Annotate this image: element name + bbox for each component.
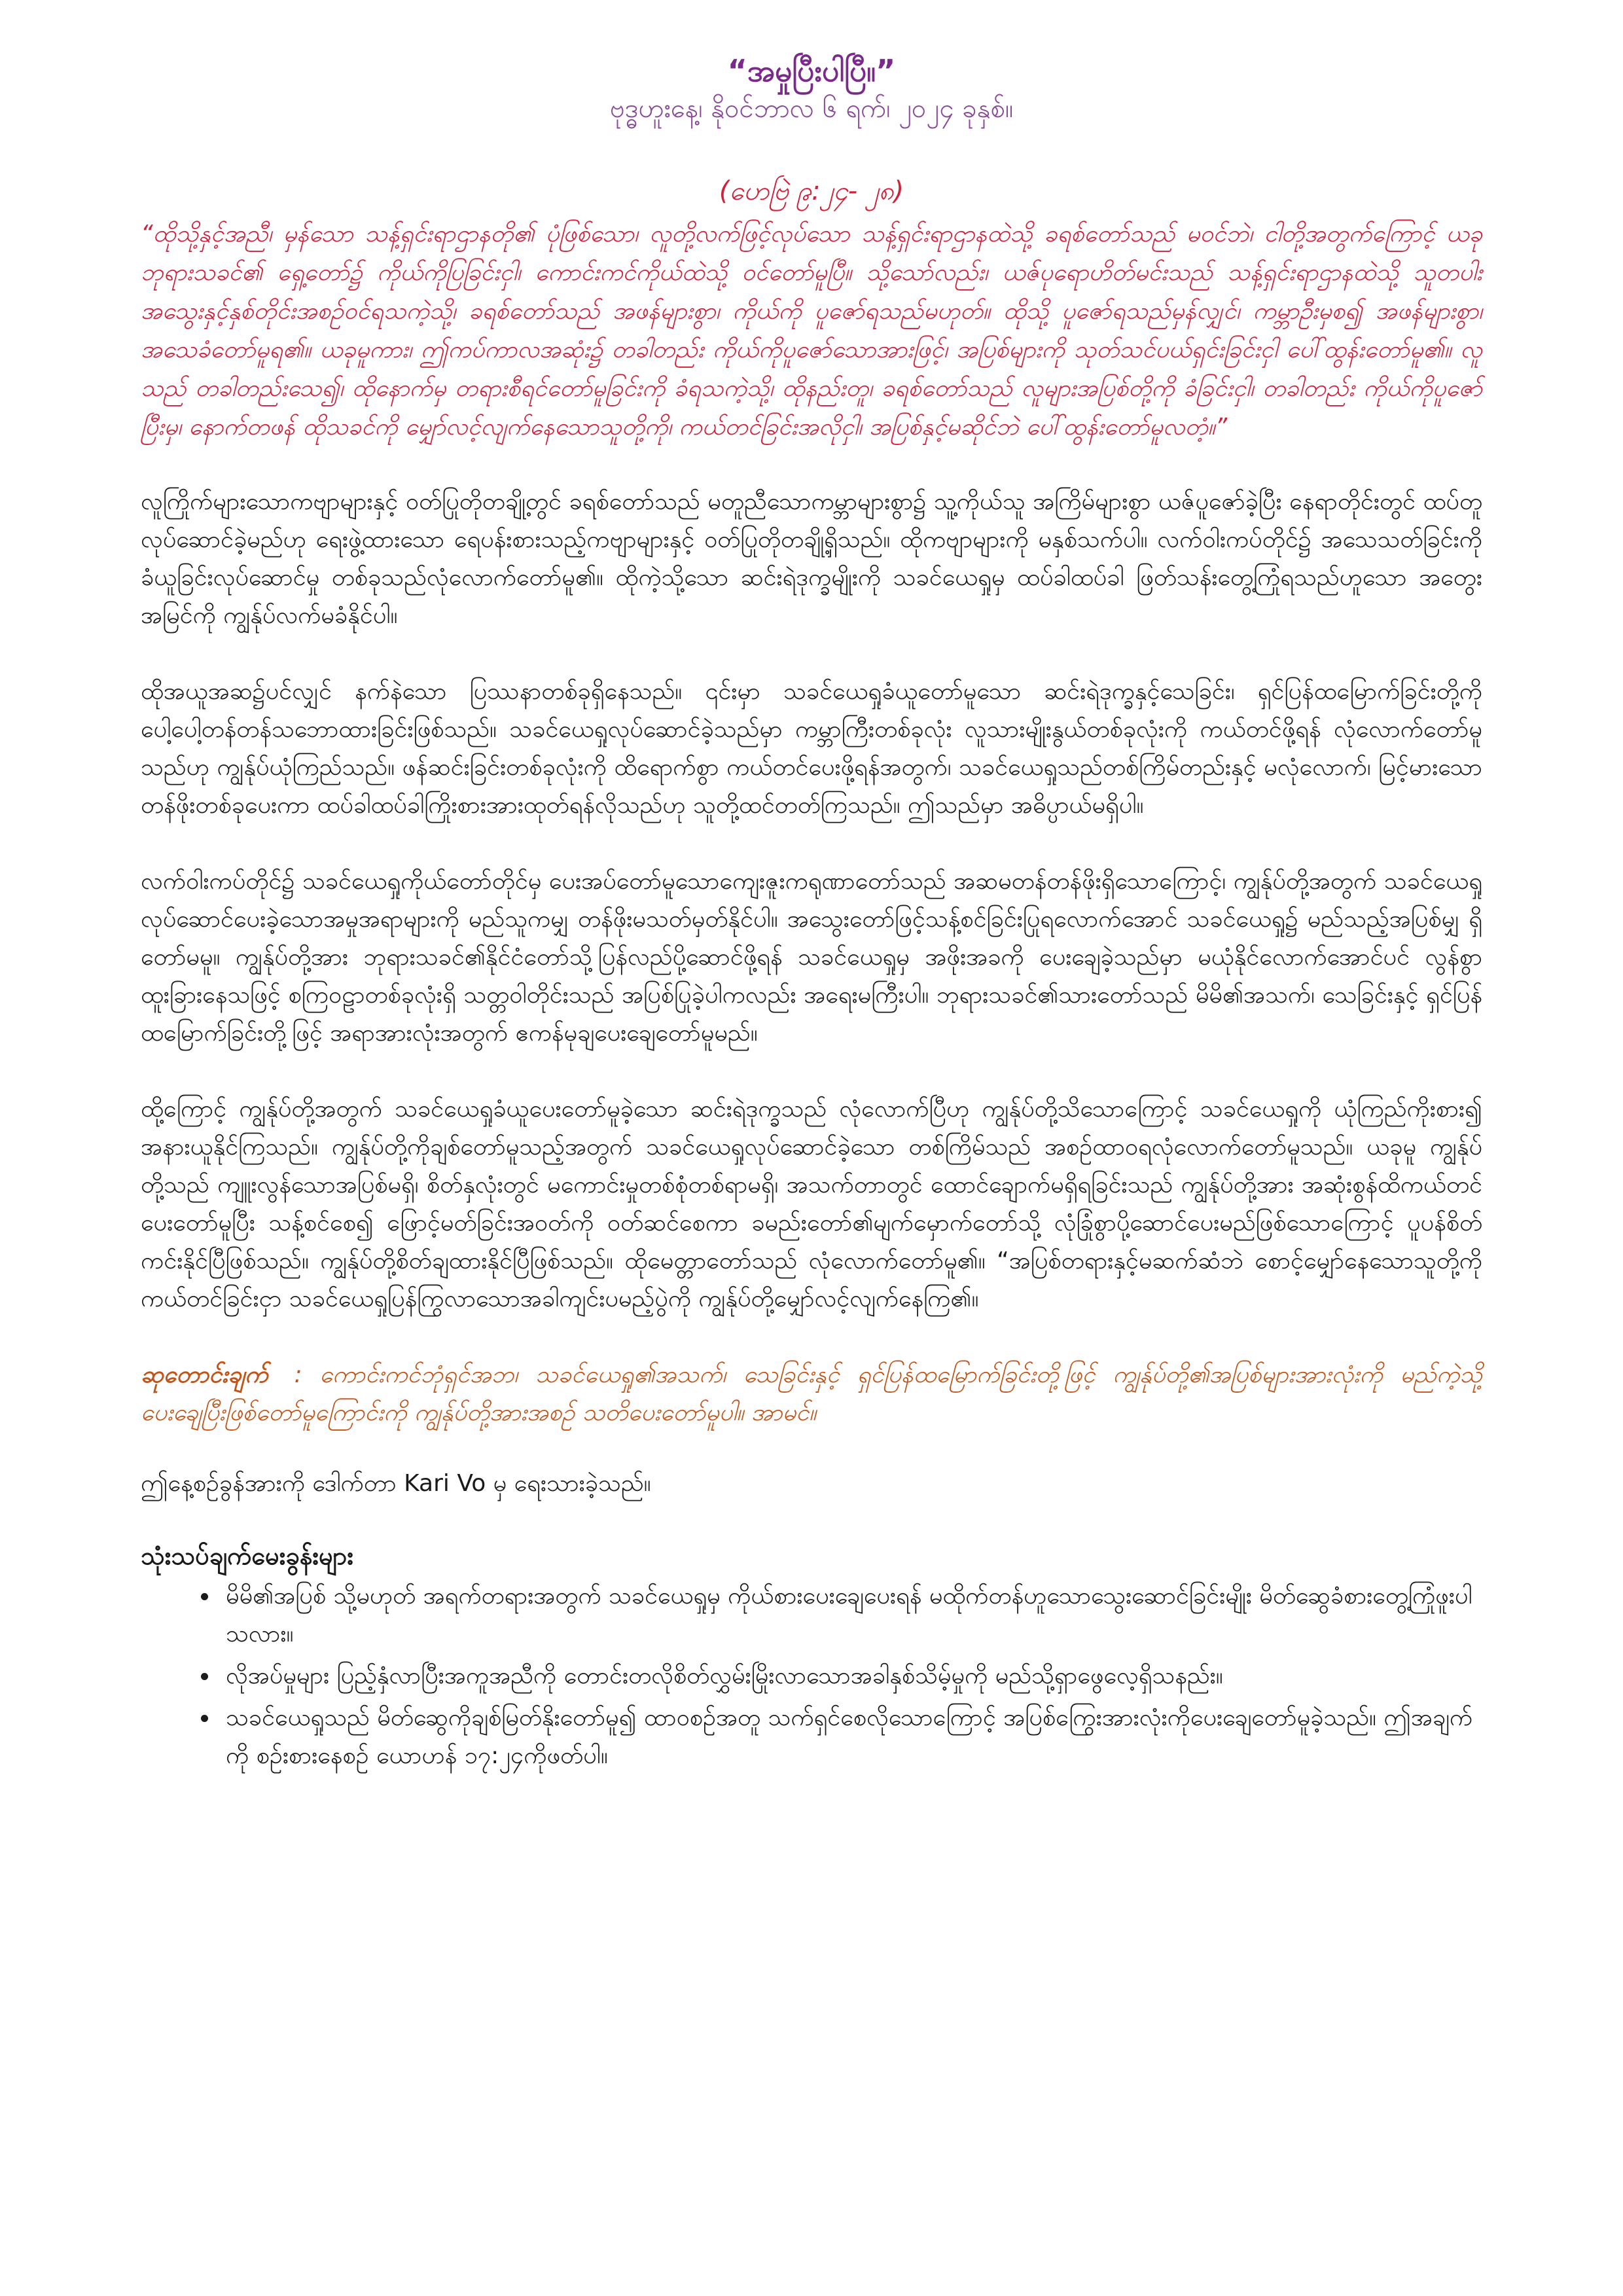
question-item: • သခင်ယေရှုသည် မိတ်ဆွေကိုချစ်မြတ်နိုးတော်မူ၍ ထာဝစဉ်အတူ သက်ရှင်စေလိုသောကြောင့် အပြစ်ကြွေးအားလုံးကိုပေးချေတော်မူခဲ့သည်။ ဤအချက်ကို စဉ်းစားနေစဉ် ယောဟန် ၁၇:၂၄ကိုဖတ်ပါ။ [219, 1699, 1482, 1775]
question-item: • လိုအပ်မှုများ ပြည့်နှံလာပြီးအကူအညီကို တောင်းတလိုစိတ်လွှမ်းမြိုးလာသောအခါနှစ်သိမ့်မှုကို မည်သို့ရှာဖွေလေ့ရှိသနည်း။ [219, 1657, 1482, 1695]
question-item: • မိမိ၏အပြစ် သို့မဟုတ် အရက်တရားအတွက် သခင်ယေရှုမှ ကိုယ်စားပေးချေပေးရန် မထိုက်တန်ဟူသောသွေးဆောင်ခြင်းမျိုး မိတ်ဆွေခံစားတွေ့ကြုံဖူးပါသလား။ [219, 1577, 1482, 1653]
prayer-text: : ကောင်းကင်ဘုံရှင်အဘ၊ သခင်ယေရှု၏အသက်၊ သေခြင်းနှင့် ရှင်ပြန်ထမြောက်ခြင်းတို့ဖြင့် ကျွန်ုပ်တို့၏အပြစ်များအားလုံးကို မည်ကဲ့သို့ပေးချေပြီးဖြစ်တော်မူကြောင်းကို ကျွန်ုပ်တို့အားအစဉ် သတိပေးတော်မူပါ။ အာမင်။ [141, 1361, 1482, 1426]
body-paragraph-3: လက်ဝါးကပ်တိုင်၌ သခင်ယေရှုကိုယ်တော်တိုင်မှ ပေးအပ်တော်မူသောကျေးဇူးကရုဏာတော်သည် အဆမတန်တန်ဖိုးရှိသောကြောင့်၊ ကျွန်ုပ်တို့အတွက် သခင်ယေရှုလုပ်ဆောင်ပေးခဲ့သောအမှုအရာများကို မည်သူကမျှ တန်ဖိုးမသတ်မှတ်နိုင်ပါ။ အသွေးတော်ဖြင့်သန့်စင်ခြင်းပြုရလောက်အောင် သခင်ယေရှု၌ မည်သည့်အပြစ်မျှ ရှိတော်မမူ။ ကျွန်ုပ်တို့အား ဘုရားသခင်၏နိုင်ငံတော်သို့ပြန်လည်ပို့ဆောင်ဖို့ရန် သခင်ယေရှုမှ အဖိုးအခကို ပေးချေခဲ့သည်မှာ မယုံနိုင်လောက်အောင်ပင် လွန်စွာထူးခြားနေသဖြင့် စကြဝဠာတစ်ခုလုံးရှိ သတ္တဝါတိုင်းသည် အပြစ်ပြုခဲ့ပါကလည်း အရေးမကြီးပါ။ ဘုရားသခင်၏သားတော်သည် မိမိ၏အသက်၊ သေခြင်းနှင့် ရှင်ပြန်ထမြောက်ခြင်းတို့ဖြင့် အရာအားလုံးအတွက် ဧကန်မုချပေးချေတော်မူမည်။ [141, 868, 1482, 1047]
prayer-label: ဆုတောင်းချက် [141, 1361, 268, 1388]
questions-list [141, 1577, 1482, 1775]
questions-heading: သုံးသပ်ချက်မေးခွန်းများ [141, 1541, 354, 1570]
scripture-text: “ထိုသို့နှင့်အညီ၊ မှန်သော သန့်ရှင်းရာဌာနတို၏ ပုံဖြစ်သော၊ လူတို့လက်ဖြင့်လုပ်သော သန့်ရှင်းရာဌာနထဲသို့ ခရစ်တော်သည် မဝင်ဘဲ၊ ငါတို့အတွက်ကြောင့် ယခုဘုရားသခင်၏ ရှေ့တော်၌ ကိုယ်ကိုပြခြင်းငှါ၊ ကောင်းကင်ကိုယ်ထဲသို့ ဝင်တော်မူပြီ။ သို့သော်လည်း၊ ယဇ်ပုရောဟိတ်မင်းသည် သန့်ရှင်းရာဌာနထဲသို့ သူတပါးအသွေးနှင့်နှစ်တိုင်းအစဉ်ဝင်ရသကဲ့သို့၊ ခရစ်တော်သည် အဖန်များစွာ၊ ကိုယ်ကို ပူဇော်ရသည်မဟုတ်။ ထိုသို့ ပူဇော်ရသည်မှန်လျှင်၊ ကမ္ဘာဦးမှစ၍ အဖန်များစွာ၊ အသေခံတော်မူရ၏။ ယခုမူကား၊ ဤကပ်ကာလအဆုံး၌ တခါတည်း ကိုယ်ကိုပူဇော်သောအားဖြင့်၊ အပြစ်များကို သုတ်သင်ပယ်ရှင်းခြင်းငှါ ပေါ်ထွန်းတော်မူ၏။ လူသည် တခါတည်းသေ၍၊ ထိုနောက်မှ တရားစီရင်တော်မူခြင်းကို ခံရသကဲ့သို့၊ ထိုနည်းတူ၊ ခရစ်တော်သည် လူများအပြစ်တို့ကို ခံခြင်းငှါ၊ တခါတည်း ကိုယ်ကိုပူဇော်ပြီးမှ၊ နောက်တဖန် ထိုသခင်ကို မျှော်လင့်လျက်နေသောသူတို့ကို၊ ကယ်တင်ခြင်းအလိုငှါ၊ အပြစ်နှင့်မဆိုင်ဘဲ ပေါ်ထွန်းတော်မူလတံ့။” [141, 221, 1482, 440]
body-paragraph-4: ထို့ကြောင့် ကျွန်ုပ်တို့အတွက် သခင်ယေရှုခံယူပေးတော်မူခဲ့သော ဆင်းရဲဒုက္ခသည် လုံလောက်ပြီဟု ကျွန်ုပ်တို့သိသောကြောင့် သခင်ယေရှုကို ယုံကြည်ကိုးစား၍ အနားယူနိုင်ကြသည်။ ကျွန်ုပ်တို့ကိုချစ်တော်မူသည့်အတွက် သခင်ယေရှုလုပ်ဆောင်ခဲ့သော တစ်ကြိမ်သည် အစဉ်ထာဝရလုံလောက်တော်မူသည်။ ယခုမူ ကျွန်ုပ်တို့သည် ကျူးလွန်သောအပြစ်မရှိ၊ စိတ်နှလုံးတွင် မကောင်းမှုတစ်စုံတစ်ရာမရှိ၊ အသက်တာတွင် ထောင်ချောက်မရှိရခြင်းသည် ကျွန်ုပ်တို့အား အဆုံးစွန်ထိကယ်တင်ပေးတော်မူပြီး သန့်စင်စေ၍ ဖြောင့်မတ်ခြင်းအဝတ်ကို ဝတ်ဆင်စေကာ ခမည်းတော်၏မျက်မှောက်တော်သို့ လုံခြုံစွာပို့ဆောင်ပေးမည်ဖြစ်သောကြောင့် ပူပန်စိတ်ကင်းနိုင်ပြီဖြစ်သည်။ ကျွန်ုပ်တို့စိတ်ချထားနိုင်ပြီဖြစ်သည်။ ထိုမေတ္တာတော်သည် လုံလောက်တော်မူ၏။ “အပြစ်တရားနှင့်မဆက်ဆံဘဲ စောင့်မျှော်နေသောသူတို့ကို ကယ်တင်ခြင်းငှာ သခင်ယေရှုပြန်ကြွလာသောအခါကျင်းပမည့်ပွဲကို ကျွန်ုပ်တို့မျှော်လင့်လျက်နေကြ၏။ [141, 1096, 1482, 1312]
date-line: ဗုဒ္ဓဟူးနေ့၊ နိုဝင်ဘာလ ၆ ရက်၊ ၂၀၂၄ ခုနှစ်။ [609, 94, 1014, 124]
author-note: ဤနေ့စဉ်ခွန်အားကို ဒေါက်တာ Kari Vo မှ ရေးသားခဲ့သည်။ [141, 1470, 651, 1497]
body-paragraph-1: လူကြိုက်များသောကဗျာများနှင့် ဝတ်ပြုတိုတချို့တွင် ခရစ်တော်သည် မတူညီသောကမ္ဘာများစွာ၌ သူ့ကိုယ်သူ အကြိမ်များစွာ ယဇ်ပူဇော်ခဲ့ပြီး နေရာတိုင်းတွင် ထပ်တူလုပ်ဆောင်ခဲ့မည်ဟု ရေးဖွဲ့ထားသော ရေပန်းစားသည့်ကဗျာများနှင့် ဝတ်ပြုတိုတချို့ရှိသည်။ ထိုကဗျာများကို မနှစ်သက်ပါ။ လက်ဝါးကပ်တိုင်၌ အသေသတ်ခြင်းကိုခံယူခြင်းလုပ်ဆောင်မှု တစ်ခုသည်လုံလောက်တော်မူ၏။ ထိုကဲ့သို့သော ဆင်းရဲဒုက္ခမျိုးကို သခင်ယေရှုမှ ထပ်ခါထပ်ခါ ဖြတ်သန်းတွေ့ကြုံရသည်ဟူသော အတွေးအမြင်ကို ကျွန်ုပ်လက်မခံနိုင်ပါ။ [141, 488, 1482, 629]
scripture-reference: (ဟေဗြဲ ၉:၂၄- ၂၈) [719, 176, 904, 206]
page-title: “အမှုပြီးပါပြီ။” [727, 53, 896, 88]
prayer-block [141, 1356, 1482, 1432]
body-paragraph-2: ထိုအယူအဆ၌ပင်လျှင် နက်နဲသော ပြဿနာတစ်ခုရှိနေသည်။ ၎င်းမှာ သခင်ယေရှုခံယူတော်မူသော ဆင်းရဲဒုက္ခနှင့်သေခြင်း၊ ရှင်ပြန်ထမြောက်ခြင်းတို့ကို ပေါ့ပေါ့တန်တန်သဘောထားခြင်းဖြစ်သည်။ သခင်ယေရှုလုပ်ဆောင်ခဲ့သည်မှာ ကမ္ဘာကြီးတစ်ခုလုံး လူသားမျိုးနွယ်တစ်ခုလုံးကို ကယ်တင်ဖို့ရန် လုံလောက်တော်မူသည်ဟု ကျွန်ုပ်ယုံကြည်သည်။ ဖန်ဆင်းခြင်းတစ်ခုလုံးကို ထိရောက်စွာ ကယ်တင်ပေးဖို့ရန်အတွက်၊ သခင်ယေရှုသည်တစ်ကြိမ်တည်းနှင့် မလုံလောက်၊ မြင့်မားသောတန်ဖိုးတစ်ခုပေးကာ ထပ်ခါထပ်ခါကြိုးစားအားထုတ်ရန်လိုသည်ဟု သူတို့ထင်တတ်ကြသည်။ ဤသည်မှာ အဓိပ္ပာယ်မရှိပါ။ [141, 678, 1482, 819]
